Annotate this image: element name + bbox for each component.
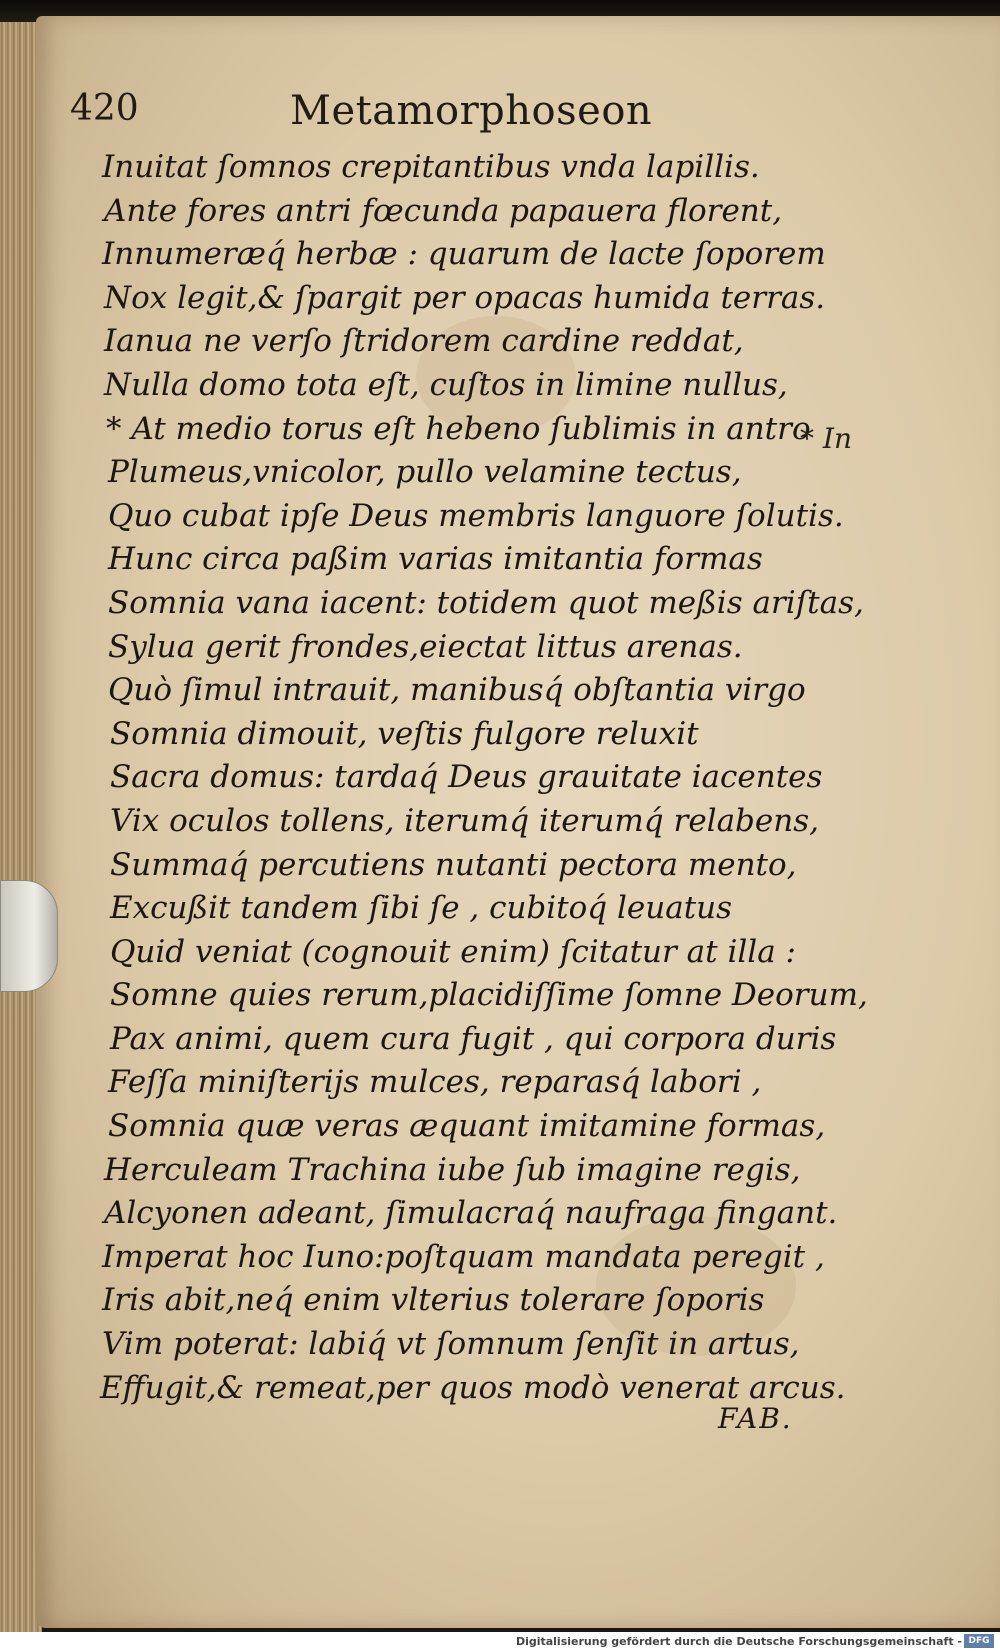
verse-line: Sylua gerit frondes,eiectat littus arenas.	[108, 628, 743, 665]
verse-line: Quò ſimul intrauit, manibusq́ obſtantia virgo	[108, 672, 806, 709]
verse-line: Somnia dimouit, veſtis fulgore reluxit	[110, 715, 699, 752]
verse-line: Pax animi, quem cura fugit , qui corpora duris	[110, 1020, 837, 1057]
running-head: Metamorphoseon	[290, 88, 653, 134]
verse-line: Herculeam Trachina iube ſub imagine regis,	[104, 1151, 801, 1188]
dfg-logo: DFG	[964, 1634, 994, 1648]
verse-line: * At medio torus eſt hebeno ſublimis in antro	[106, 410, 811, 447]
verse-text	[62, 146, 868, 1410]
verse-line: Sacra domus: tardaq́ Deus grauitate iacentes	[110, 759, 823, 796]
catchword: FAB.	[718, 1402, 793, 1435]
verse-line: Hunc circa paßim varias imitantia formas	[108, 541, 763, 578]
verse-line: Feſſa miniſterijs mulces, reparasq́ labori ,	[108, 1064, 762, 1101]
verse-line: Quid veniat (cognouit enim) ſcitatur at illa :	[110, 933, 796, 970]
verse-line: Iris abit,neq́ enim vlterius tolerare ſoporis	[102, 1282, 765, 1319]
verse-line: Ianua ne verſo ſtridorem cardine reddat,	[104, 323, 744, 360]
verse-line: Nox legit,& ſpargit per opacas humida terras.	[104, 279, 826, 316]
verse-line: Somne quies rerum,placidiſſime ſomne Deorum,	[110, 977, 868, 1014]
verse-line: Summaq́ percutiens nutanti pectora mento,	[110, 846, 797, 883]
verse-line: Vix oculos tollens, iterumq́ iterumq́ relabens,	[110, 802, 819, 839]
verse-line: Excußit tandem ſibi ſe , cubitoq́ leuatus	[110, 890, 733, 927]
page-number: 420	[70, 88, 139, 129]
funding-credit: Digitalisierung gefördert durch die Deutsche Forschungsgemeinschaft -	[515, 1635, 962, 1648]
verse-line: Vim poterat: labiq́ vt ſomnum ſenſit in artus,	[102, 1326, 800, 1363]
verse-line: Alcyonen adeant, ſimulacraq́ naufraga fingant.	[104, 1195, 838, 1232]
verse-line: Ante fores antri fœcunda papauera florent,	[104, 192, 783, 229]
verse-line: Plumeus,vnicolor, pullo velamine tectus,	[108, 454, 742, 491]
verse-line: Quo cubat ipſe Deus membris languore ſolutis.	[108, 497, 844, 534]
verse-line: Imperat hoc Iuno:poſtquam mandata peregit ,	[102, 1238, 825, 1275]
verse-line: Somnia vana iacent: totidem quot meßis ariſtas,	[108, 584, 864, 621]
verse-line: Somnia quæ veras æquant imitamine formas,	[108, 1108, 826, 1145]
verse-line: Effugit,& remeat,per quos modò venerat arcus.	[100, 1369, 846, 1406]
book-clasp	[0, 880, 58, 992]
marginal-note: * In	[800, 422, 852, 455]
verse-line: Inuitat ſomnos crepitantibus vnda lapillis.	[102, 149, 760, 185]
verse-line: Nulla domo tota eſt, cuſtos in limine nullus,	[104, 366, 788, 403]
verse-line: Innumeræq́ herbæ : quarum de lacte ſoporem	[102, 236, 826, 273]
